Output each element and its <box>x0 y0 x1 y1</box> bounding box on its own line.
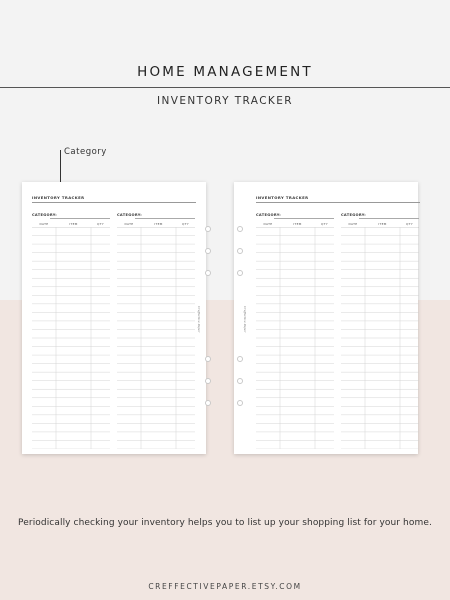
column-header-date: DATE <box>39 222 49 226</box>
ring-hole <box>205 400 211 406</box>
ring-hole <box>237 226 243 232</box>
page-title: HOME MANAGEMENT <box>137 64 313 80</box>
category-line <box>135 218 195 219</box>
column-header-qty: QTY <box>321 222 328 226</box>
column-header-qty: QTY <box>406 222 413 226</box>
inventory-grid <box>117 227 195 449</box>
ring-hole <box>237 378 243 384</box>
ring-hole <box>205 378 211 384</box>
column-header-item: ITEM <box>293 222 302 226</box>
inventory-section <box>341 213 419 449</box>
inventory-grid <box>341 227 419 449</box>
category-line <box>359 218 419 219</box>
ring-hole <box>237 248 243 254</box>
planner-page-left <box>22 182 206 454</box>
shop-url: CREFFECTIVEPAPER.ETSY.COM <box>148 582 302 591</box>
planner-page-title: INVENTORY TRACKER <box>32 195 85 200</box>
inventory-section <box>256 213 334 449</box>
brand-mark: Creffective Paper <box>197 306 201 333</box>
ring-hole <box>205 270 211 276</box>
column-header-qty: QTY <box>182 222 189 226</box>
category-label: CATEGORY: <box>117 213 143 217</box>
column-header-item: ITEM <box>154 222 163 226</box>
category-label: CATEGORY: <box>32 213 58 217</box>
ring-hole <box>205 248 211 254</box>
planner-page-right <box>234 182 418 454</box>
category-line <box>50 218 110 219</box>
ring-hole <box>205 356 211 362</box>
description-caption: Periodically checking your inventory helps you to list up your shopping list for your home. <box>18 518 432 528</box>
category-label: CATEGORY: <box>341 213 367 217</box>
planner-title-rule <box>32 202 196 203</box>
ring-hole <box>205 226 211 232</box>
title-divider <box>0 87 450 88</box>
inventory-section <box>117 213 195 449</box>
ring-hole <box>237 270 243 276</box>
inventory-grid <box>256 227 334 449</box>
column-header-item: ITEM <box>378 222 387 226</box>
planner-page-title: INVENTORY TRACKER <box>256 195 309 200</box>
column-header-date: DATE <box>263 222 273 226</box>
column-header-item: ITEM <box>69 222 78 226</box>
planner-title-rule <box>256 202 420 203</box>
category-label: CATEGORY: <box>256 213 282 217</box>
brand-mark: Creffective Paper <box>243 306 247 333</box>
ring-hole <box>237 356 243 362</box>
inventory-section <box>32 213 110 449</box>
page-subtitle: INVENTORY TRACKER <box>157 95 293 107</box>
ring-hole <box>237 400 243 406</box>
category-callout-label: Category <box>64 147 107 157</box>
column-header-date: DATE <box>348 222 358 226</box>
column-header-date: DATE <box>124 222 134 226</box>
inventory-grid <box>32 227 110 449</box>
category-line <box>274 218 334 219</box>
column-header-qty: QTY <box>97 222 104 226</box>
